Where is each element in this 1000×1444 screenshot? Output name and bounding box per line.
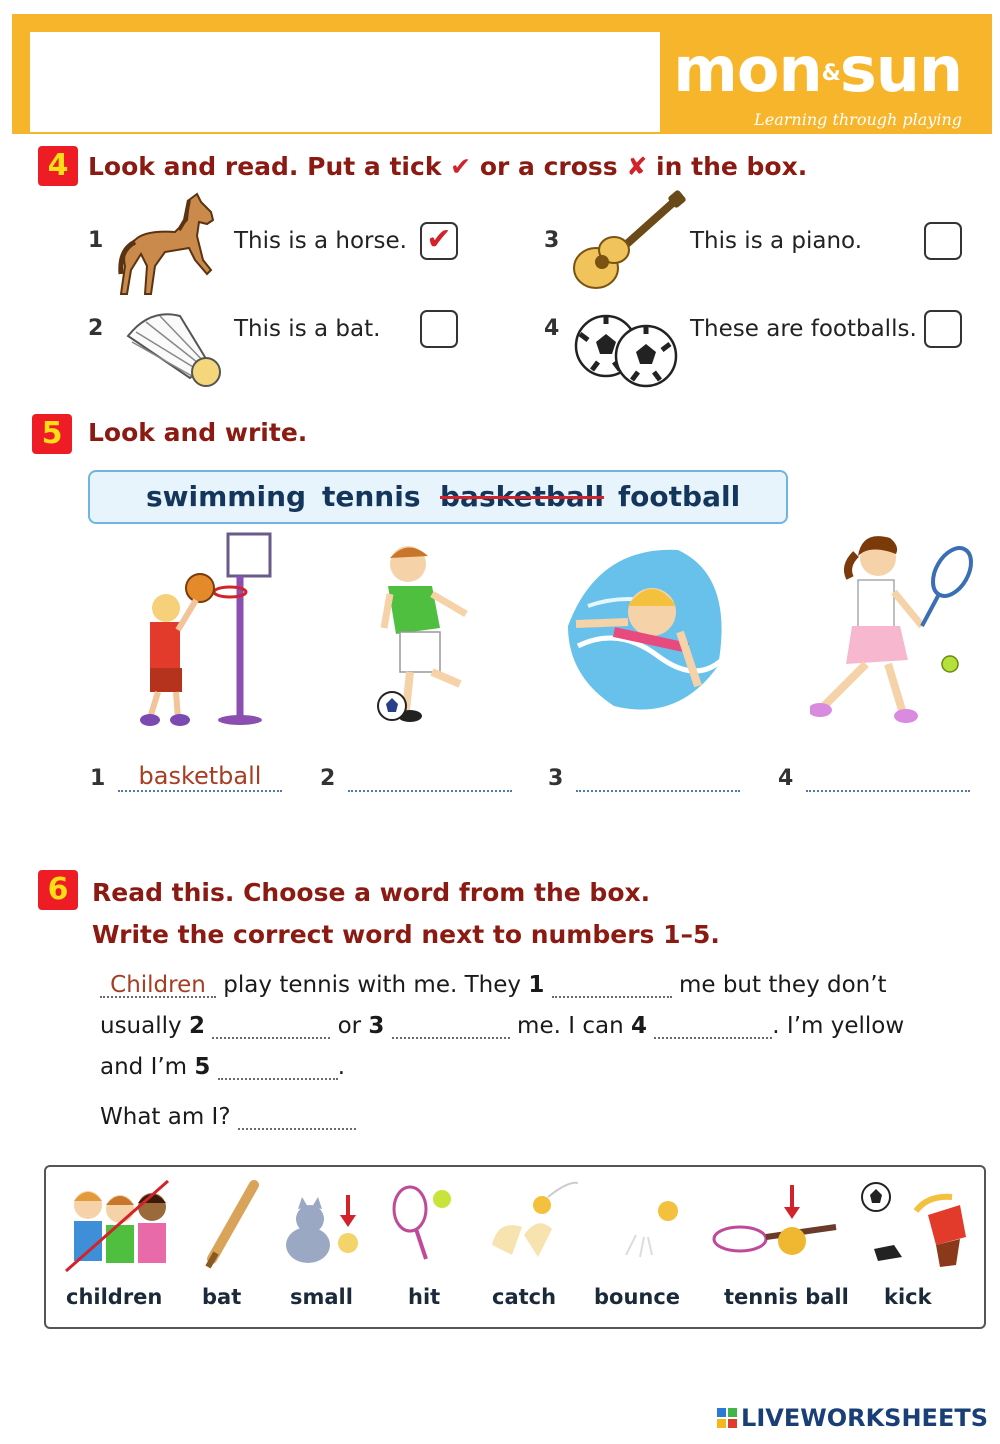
football-player-icon [370,534,490,734]
section-4-number: 4 [38,146,78,186]
blank-3[interactable] [392,1013,510,1039]
example-blank: Children [100,972,216,998]
section-6-number: 6 [38,870,78,910]
word-box [88,470,788,524]
item-1-checkbox[interactable]: ✔ [420,222,458,260]
answer-1-field[interactable]: basketball [118,762,282,792]
section-5-title: Look and write. [88,418,308,447]
item-1-number: 1 [88,228,104,253]
word-bank-tennis-ball: tennis ball [724,1285,849,1309]
item-2-number: 2 [88,316,104,341]
item-3-number: 3 [544,228,560,253]
item-4-number: 4 [544,316,560,341]
item-4-checkbox[interactable] [924,310,962,348]
swimmer-icon [558,536,734,722]
section-5-number: 5 [32,414,72,454]
word-bank [44,1165,986,1329]
word-bank-catch: catch [492,1285,557,1309]
word-football: football [618,480,741,513]
horse-icon [115,190,220,302]
cross-icon: ✘ [626,152,648,181]
word-bank-bounce: bounce [594,1285,681,1309]
blank-1[interactable] [552,972,672,998]
item-4-text: These are footballs. [690,316,917,342]
question-line: What am I? [100,1104,970,1130]
word-bank-kick: kick [884,1285,932,1309]
blank-4[interactable] [654,1013,772,1039]
paragraph-line-3: and I’m 5 . [100,1054,346,1080]
word-bank-children: children [66,1285,163,1309]
guitar-icon [570,190,688,294]
bounce-ball-icon [606,1175,696,1275]
liveworksheets-logo-icon [717,1408,737,1428]
brand-name: mon&sun [673,33,962,106]
word-bank-hit: hit [408,1285,441,1309]
shuttlecock-icon [120,306,225,388]
answer-3-field[interactable] [576,762,740,792]
answer-4-field[interactable] [806,762,970,792]
answer-2-number: 2 [320,766,336,791]
tick-icon: ✔ [450,152,472,181]
answer-1-number: 1 [90,766,106,791]
small-animals-icon [278,1175,370,1275]
blank-5[interactable] [218,1054,338,1080]
question-blank[interactable] [238,1104,356,1130]
name-field[interactable] [30,32,660,132]
answer-2-field[interactable] [348,762,512,792]
footer-brand: LIVEWORKSHEETS [717,1404,988,1432]
tennis-ball-icon [712,1175,842,1275]
catch-hands-icon [478,1175,578,1275]
kick-icon [856,1175,976,1275]
word-bank-bat: bat [202,1285,242,1309]
section-6-title-line2: Write the correct word next to numbers 1–5. [92,920,720,949]
section-6-title-line1: Read this. Choose a word from the box. [92,878,651,907]
brand-logo [652,30,962,130]
item-2-text: This is a bat. [234,316,381,342]
word-tennis: tennis [322,480,421,513]
section-4-title: Look and read. Put a tick ✔ or a cross ✘ in the box. [88,152,808,181]
footballs-icon [574,310,682,392]
tennis-player-icon [810,530,975,735]
basketball-player-icon [130,530,280,730]
bat-icon [196,1175,266,1275]
answer-3-number: 3 [548,766,564,791]
paragraph-line-1: Children play tennis with me. They 1 me but they don’t [100,972,970,998]
item-2-checkbox[interactable] [420,310,458,348]
header-banner [12,14,992,134]
brand-tagline: Learning through playing [754,109,962,129]
word-bank-small: small [290,1285,353,1309]
paragraph-line-2: usually 2 or 3 me. I can 4 . I’m yellow [100,1013,905,1039]
item-3-checkbox[interactable] [924,222,962,260]
blank-2[interactable] [212,1013,330,1039]
word-swimming: swimming [146,480,307,513]
children-icon [64,1175,184,1275]
item-1-text: This is a horse. [234,228,407,254]
item-3-text: This is a piano. [690,228,863,254]
answer-4-number: 4 [778,766,794,791]
racket-hit-icon [386,1175,460,1275]
word-basketball: basketball [440,480,604,513]
